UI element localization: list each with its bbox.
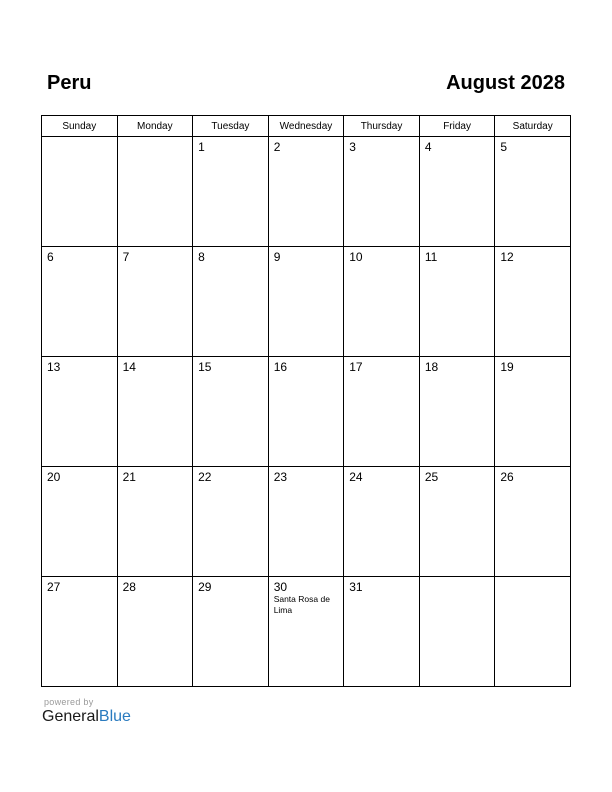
day-number bbox=[42, 137, 117, 140]
day-cell bbox=[117, 137, 193, 247]
day-cell bbox=[344, 467, 420, 577]
day-number: 22 bbox=[198, 470, 212, 484]
day-number: 26 bbox=[500, 470, 514, 484]
day-cell bbox=[42, 467, 118, 577]
calendar-grid bbox=[41, 115, 571, 687]
day-cell bbox=[117, 357, 193, 467]
day-cell bbox=[495, 577, 571, 687]
weekday-header: Sunday bbox=[42, 116, 118, 137]
day-cell bbox=[344, 577, 420, 687]
day-cell bbox=[42, 577, 118, 687]
weekday-header: Tuesday bbox=[193, 116, 269, 137]
holiday-label: Santa Rosa de Lima bbox=[273, 594, 330, 615]
day-number: 1 bbox=[198, 140, 205, 154]
day-number: 14 bbox=[122, 360, 136, 374]
day-cell bbox=[495, 357, 571, 467]
brand-general: General bbox=[42, 708, 99, 725]
day-number: 23 bbox=[273, 470, 288, 484]
day-cell bbox=[419, 357, 495, 467]
generalblue-logo bbox=[42, 708, 131, 726]
day-cell bbox=[268, 467, 344, 577]
day-number: 2 bbox=[273, 140, 281, 154]
day-number: 21 bbox=[122, 470, 136, 484]
day-cell bbox=[193, 577, 269, 687]
day-cell bbox=[495, 247, 571, 357]
country-title: Peru bbox=[47, 72, 92, 94]
day-cell bbox=[42, 357, 118, 467]
day-cell bbox=[193, 137, 269, 247]
month-year-title: August 2028 bbox=[446, 72, 565, 94]
day-cell bbox=[268, 357, 344, 467]
day-number: 12 bbox=[500, 250, 514, 264]
week-row bbox=[42, 357, 571, 467]
day-number bbox=[420, 577, 495, 580]
weekday-header: Thursday bbox=[344, 116, 420, 137]
day-number: 25 bbox=[424, 470, 439, 484]
day-cell bbox=[419, 467, 495, 577]
day-cell bbox=[495, 467, 571, 577]
day-number: 30 bbox=[273, 580, 288, 594]
day-number: 11 bbox=[424, 250, 438, 264]
day-cell bbox=[495, 137, 571, 247]
day-cell bbox=[42, 247, 118, 357]
weekday-header-row bbox=[42, 116, 571, 137]
day-number: 24 bbox=[349, 470, 363, 484]
day-number: 15 bbox=[198, 360, 212, 374]
day-cell bbox=[117, 577, 193, 687]
week-row bbox=[42, 137, 571, 247]
weekday-header: Friday bbox=[419, 116, 495, 137]
day-number bbox=[118, 137, 193, 140]
day-cell bbox=[344, 357, 420, 467]
week-row bbox=[42, 467, 571, 577]
week-row bbox=[42, 247, 571, 357]
day-number: 20 bbox=[47, 470, 61, 484]
weekday-header: Saturday bbox=[495, 116, 571, 137]
day-cell bbox=[193, 467, 269, 577]
day-cell bbox=[419, 247, 495, 357]
day-cell bbox=[419, 577, 495, 687]
day-number: 18 bbox=[424, 360, 439, 374]
powered-by-text: powered by bbox=[44, 697, 94, 707]
day-number: 29 bbox=[198, 580, 212, 594]
day-cell bbox=[344, 137, 420, 247]
day-cell bbox=[117, 467, 193, 577]
day-number: 17 bbox=[349, 360, 363, 374]
weekday-header: Wednesday bbox=[268, 116, 344, 137]
day-cell bbox=[419, 137, 495, 247]
day-number: 13 bbox=[47, 360, 61, 374]
day-cell bbox=[193, 357, 269, 467]
day-cell bbox=[268, 247, 344, 357]
day-cell bbox=[344, 247, 420, 357]
day-cell bbox=[117, 247, 193, 357]
day-number: 27 bbox=[47, 580, 61, 594]
day-cell bbox=[42, 137, 118, 247]
day-number: 5 bbox=[500, 140, 508, 154]
brand-blue: Blue bbox=[98, 708, 131, 725]
day-number: 19 bbox=[500, 360, 514, 374]
day-number: 31 bbox=[349, 580, 363, 594]
day-number bbox=[495, 577, 570, 580]
day-number: 16 bbox=[273, 360, 288, 374]
week-row bbox=[42, 577, 571, 687]
day-number: 28 bbox=[122, 580, 136, 594]
day-number: 4 bbox=[424, 140, 432, 154]
weekday-header: Monday bbox=[117, 116, 193, 137]
day-cell bbox=[268, 577, 344, 687]
day-number: 9 bbox=[273, 250, 281, 264]
day-number: 6 bbox=[47, 250, 54, 264]
day-number: 8 bbox=[198, 250, 205, 264]
day-number: 7 bbox=[122, 250, 130, 264]
day-cell bbox=[193, 247, 269, 357]
day-number: 3 bbox=[349, 140, 356, 154]
day-cell bbox=[268, 137, 344, 247]
day-number: 10 bbox=[349, 250, 363, 264]
